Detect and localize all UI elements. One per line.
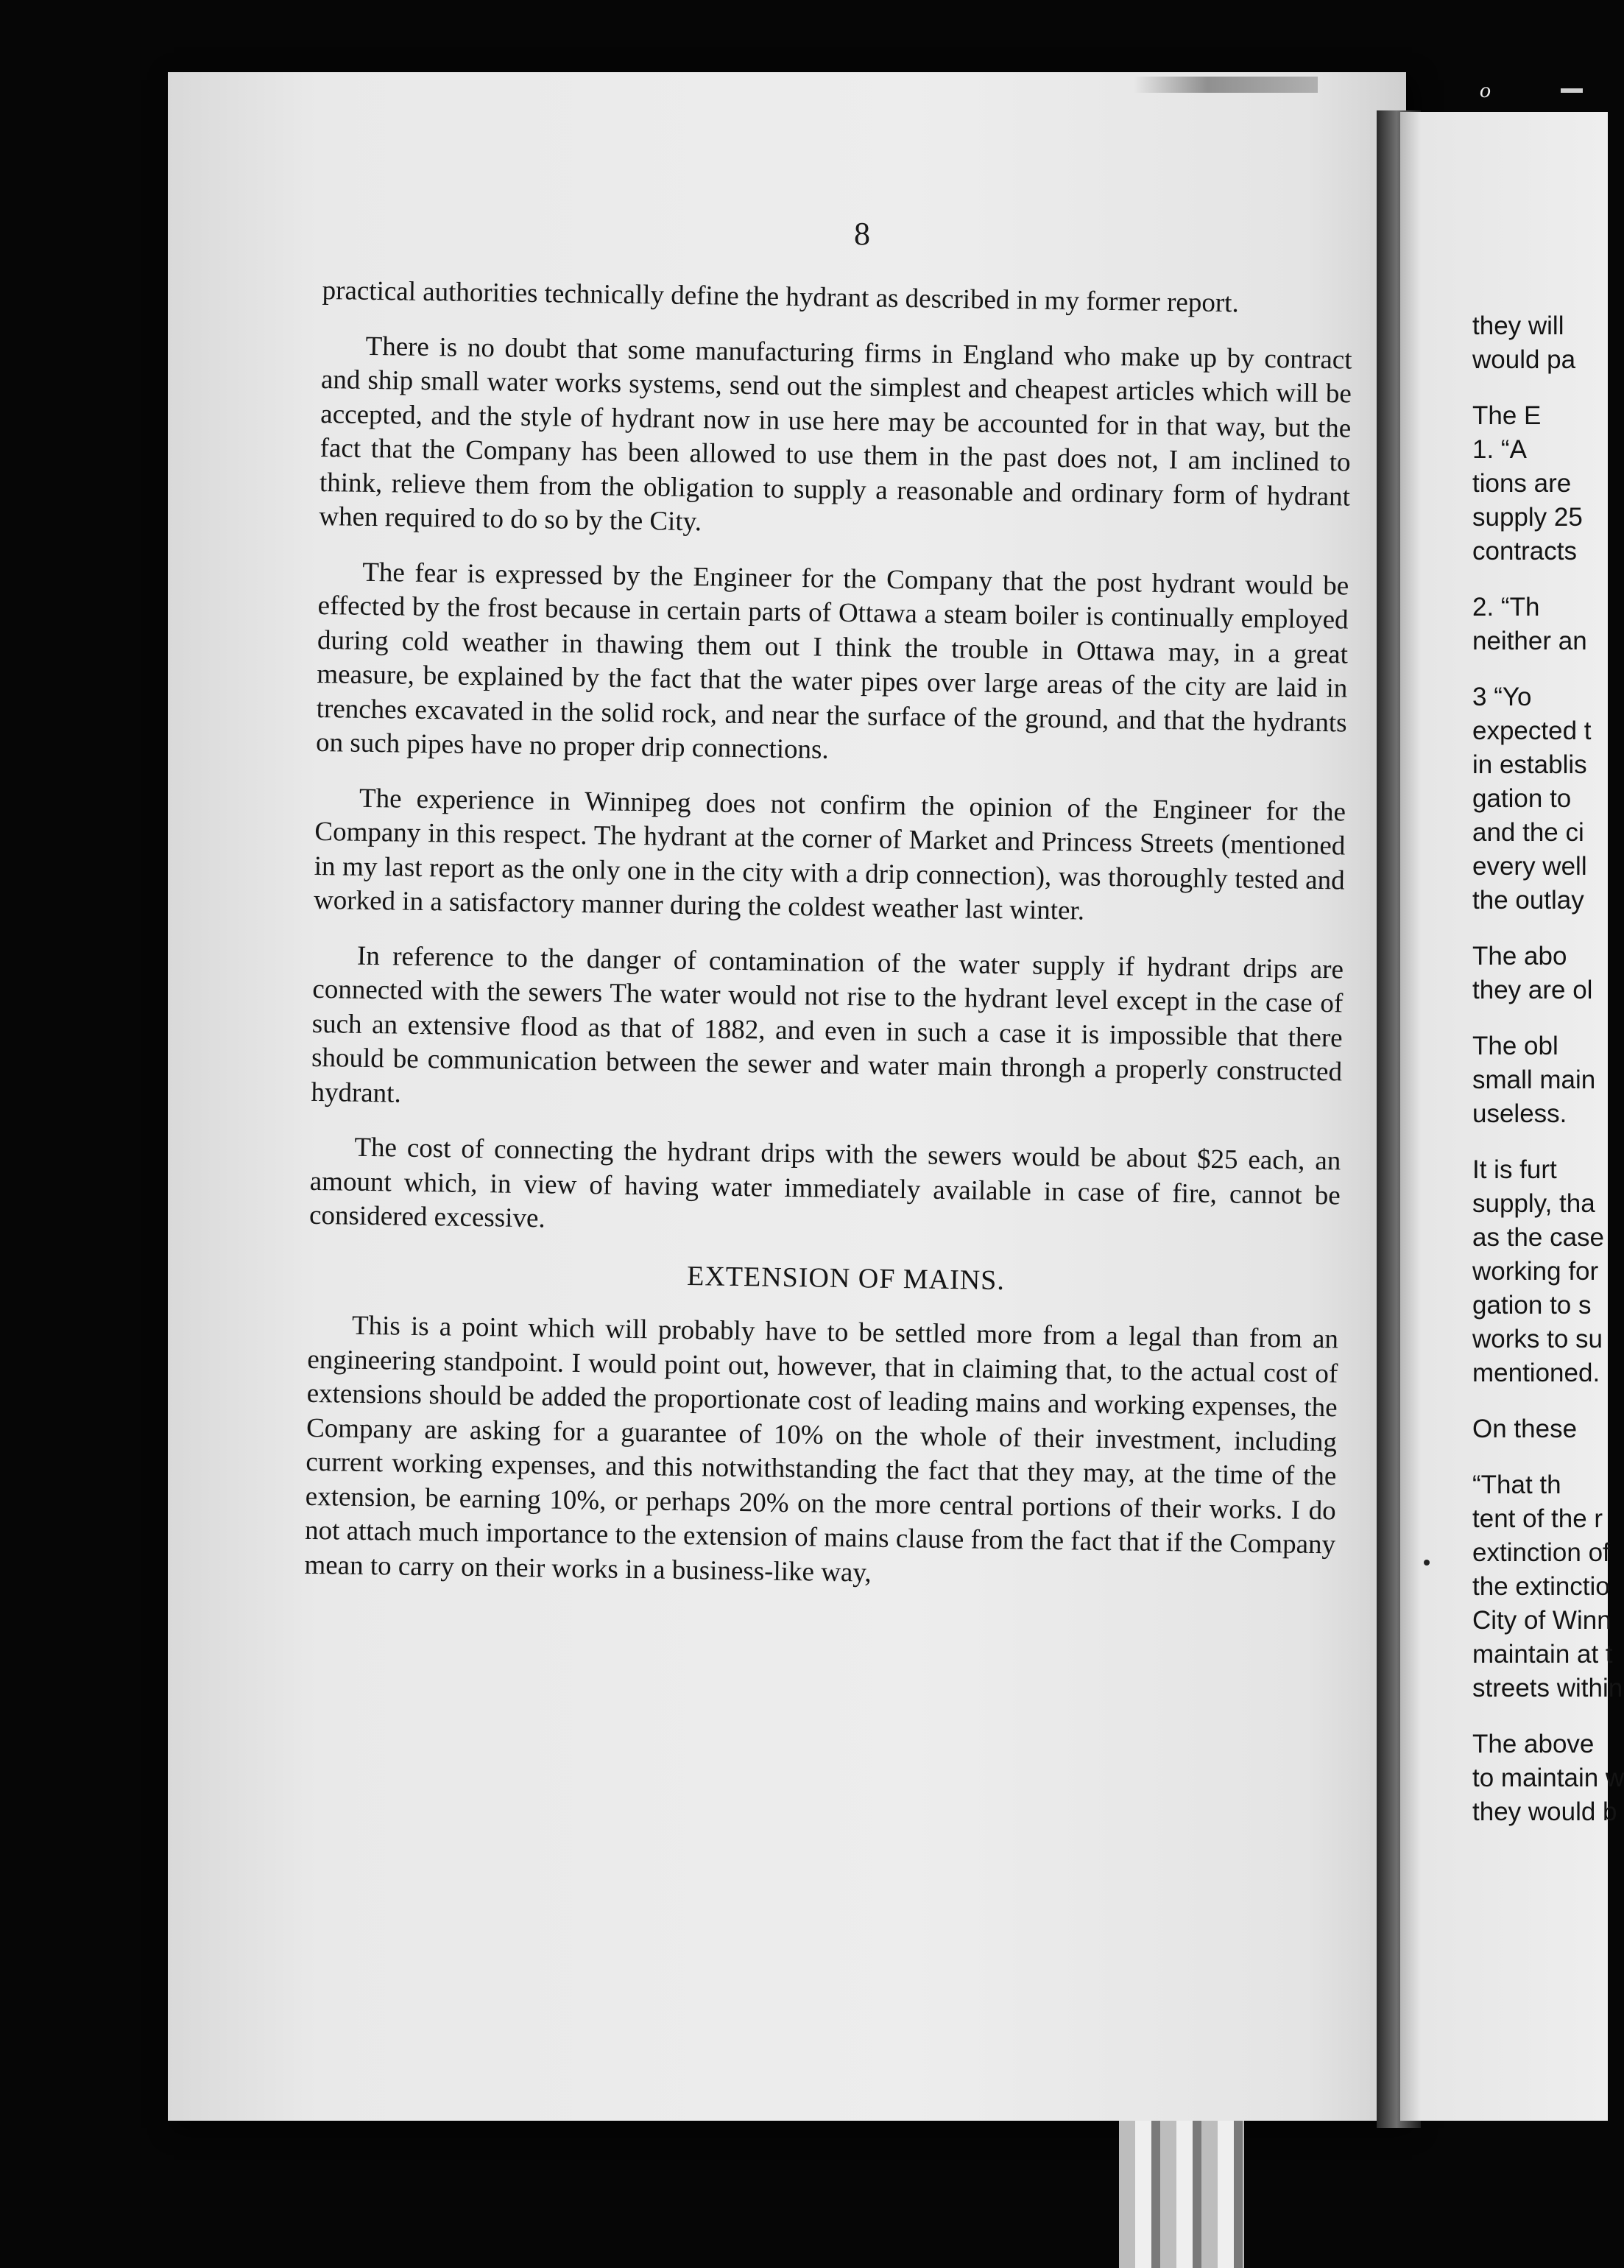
right-page-line: to maintain w (1472, 1764, 1624, 1792)
right-page-line: The abo (1472, 942, 1567, 971)
paragraph: In reference to the danger of contamination of the water supply if hydrant drips are connected with the sewers The water would not rise to the hydrant level except in the case of such an extensive flood as that of 1882, and even in such a case it is impossible that there should be communication between the sewer and water main throngh a properly constructed hydrant. (311, 940, 1344, 1109)
line-gap (1472, 1007, 1612, 1029)
line-gap (1472, 1705, 1612, 1728)
right-page-line: 2. “Th (1472, 593, 1540, 621)
right-page-text (1472, 309, 1624, 1829)
right-page-line: 3 “Yo (1472, 683, 1532, 711)
line-gap (1472, 1390, 1612, 1412)
right-page-line: neither an (1472, 627, 1587, 655)
right-page-line: supply 25 (1472, 503, 1583, 532)
right-page-line: The E (1472, 401, 1542, 430)
right-page-line: and the ci (1472, 818, 1584, 847)
right-page-line: small main (1472, 1066, 1596, 1094)
right-page-line: streets within (1472, 1674, 1623, 1702)
right-page-line: contracts (1472, 537, 1577, 566)
right-page-line: mentioned. (1472, 1359, 1600, 1387)
right-page-line: working for (1472, 1257, 1599, 1286)
right-page-line: The obl (1472, 1032, 1558, 1060)
right-page-line: The above (1472, 1730, 1595, 1758)
paragraph: This is a point which will probably have to be settled more from a legal than from an engineering standpoint. I would point out, however, that in claiming that, to the actual cost of extensions should be added the proportionate cost of leading mains and working expenses, the Company are asking for a guarantee of 10% on the whole of their investment, including current working expenses, and this notwithstanding the fact that they may, at the time of the extension, be earning 10%, or perhaps 20% on the more central portions of their works. I do not attach much importance to the extension of mains clause from the fact that if the Company mean to carry on their works in a business-like way, (304, 1310, 1339, 1588)
right-page-line: It is furt (1472, 1155, 1557, 1184)
section-heading: EXTENSION OF MAINS. (686, 1260, 1006, 1296)
right-page-line: maintain at t (1472, 1640, 1613, 1669)
right-page-line: would pa (1472, 345, 1576, 374)
top-edge-shadow (1134, 77, 1318, 93)
line-gap (1472, 658, 1612, 680)
line-gap (1472, 377, 1612, 399)
right-page-line: as the case (1472, 1223, 1604, 1252)
right-page-line: they are ol (1472, 976, 1593, 1004)
right-page-line: useless. (1472, 1099, 1567, 1128)
right-page-line: gation to s (1472, 1291, 1592, 1320)
line-gap (1472, 1446, 1612, 1468)
right-page-line: they will (1472, 311, 1564, 340)
right-page-line: every well (1472, 852, 1587, 881)
right-page-line: expected t (1472, 716, 1592, 745)
right-page-line: tions are (1472, 469, 1572, 498)
right-page-line: extinction of (1472, 1538, 1610, 1567)
line-gap (1472, 918, 1612, 940)
right-page-line: City of Winn (1472, 1606, 1611, 1635)
right-page-line: in establis (1472, 750, 1587, 779)
page-number: 8 (854, 216, 870, 252)
line-gap (1472, 568, 1612, 591)
right-page-line: 1. “A (1472, 435, 1527, 464)
margin-dot (1424, 1560, 1430, 1566)
paragraph: practical authorities technically define the hydrant as described in my former report. (322, 275, 1240, 319)
left-page-text (304, 274, 1353, 1617)
paragraph: There is no doubt that some manufacturing firms in England who make up by contract and ship small water works systems, send out the simplest and cheapest articles which will be accepted, and the style of hydrant now in use here may be accounted for in that way, but the fact that the Company has been allowed to use them in the past does not, I am inclined to think, relieve them from the obligation to supply a reasonable and ordinary form of hydrant when required to do so by the City. (319, 331, 1352, 538)
right-page-line: gation to (1472, 784, 1572, 813)
right-page-line: “That th (1472, 1471, 1561, 1499)
right-page-line: On these (1472, 1415, 1578, 1443)
line-gap (1472, 1131, 1612, 1153)
right-page-line: they would b (1472, 1797, 1617, 1826)
binding-edge (1119, 2121, 1244, 2268)
right-page-line: works to su (1472, 1325, 1603, 1353)
right-page-line: the extinctio (1472, 1572, 1610, 1601)
corner-mark: o (1480, 78, 1491, 102)
paragraph: The fear is expressed by the Engineer for the Company that the post hydrant would be effected by the frost because in certain parts of Ottawa a steam boiler is continually employed during cold weather in thawing them out I think the trouble in Ottawa may, in a great measure, be explained by the fact that the water pipes over large areas of the city are laid in trenches excavated in the solid rock, and near the surface of the ground, and that the hydrants on such pipes have no proper drip connections. (315, 557, 1349, 765)
right-page-line: tent of the r (1472, 1504, 1603, 1533)
corner-dash (1561, 88, 1583, 93)
right-page-line: the outlay (1472, 886, 1584, 915)
right-page-line: supply, tha (1472, 1189, 1595, 1218)
paragraph: The experience in Winnipeg does not confirm the opinion of the Engineer for the Company in this respect. The hydrant at the corner of Market and Princess Streets (mentioned in my last report as the only one in the city with a drip connection), was thoroughly tested and worked in a satisfactory manner during the coldest weather last winter. (313, 783, 1346, 926)
paragraph: The cost of connecting the hydrant drips with the sewers would be about $25 each, an amount which, in view of having water immediately available in case of fire, cannot be considered excessive. (308, 1132, 1341, 1234)
